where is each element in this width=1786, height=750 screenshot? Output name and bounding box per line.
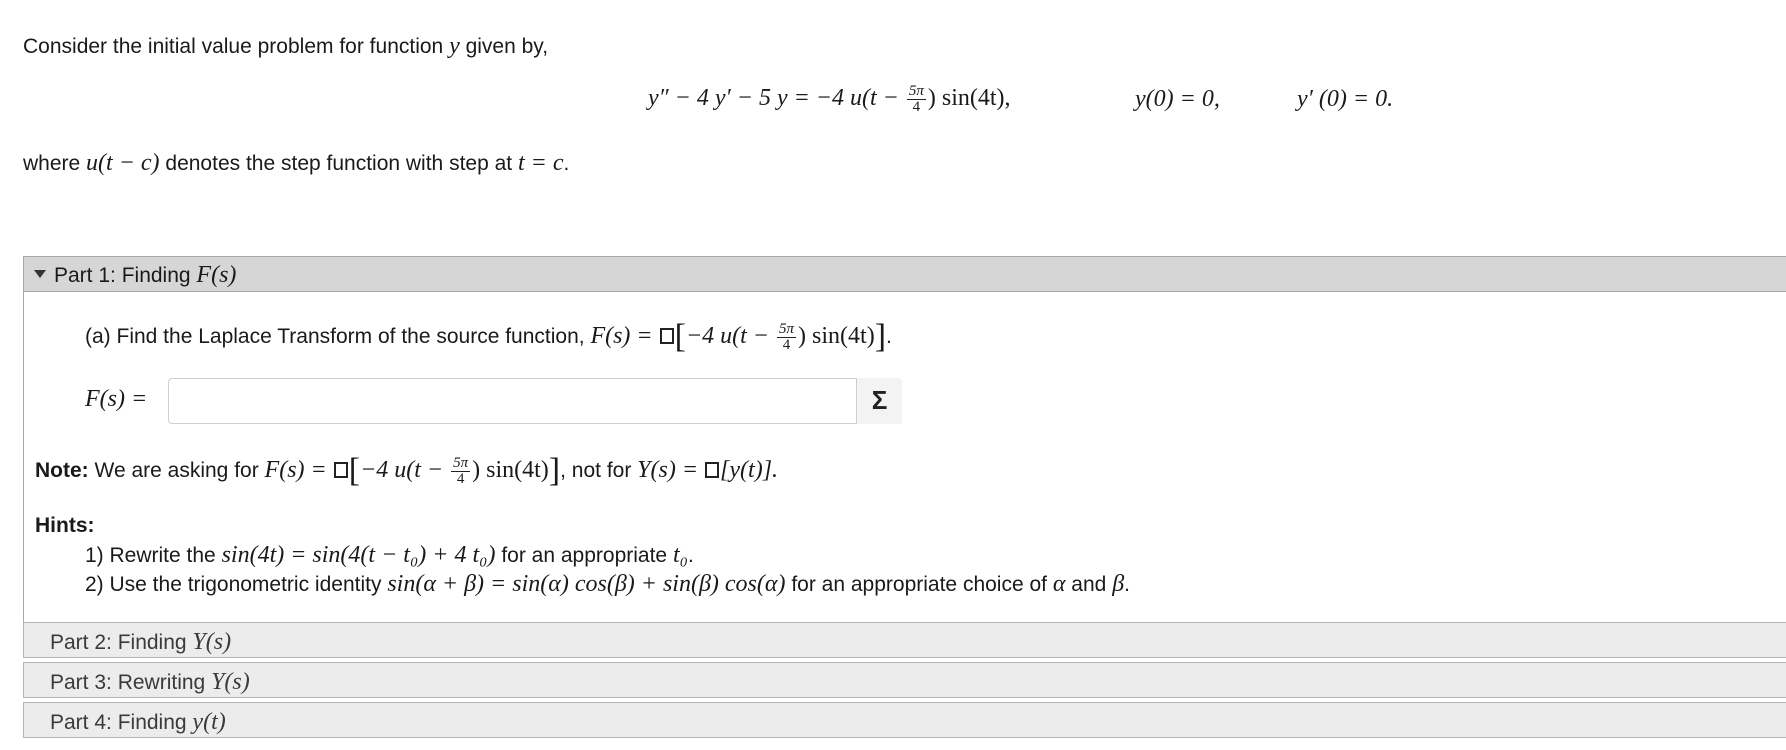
initial-condition-2: y′ (0) = 0. [1297, 86, 1394, 112]
hint-1: 1) Rewrite the sin(4t) = sin(4(t − t₀) + 4 t₀) for an appropriate t₀. [85, 542, 694, 568]
note-text: Note: We are asking for F(s) = [−4 u(t − $\frac{5\pi}{4}$ ) sin(4t)], not for Y(s) = [y(t)]. [35, 452, 779, 489]
ode-fraction: $\frac{5\pi}{4}$ [908, 83, 924, 115]
part2-header[interactable]: Part 2: Finding Y(s) [23, 622, 1786, 658]
question-a: (a) Find the Laplace Transform of the source function, F(s) = [−4 u(t − $\frac{5\pi}{4}$ ) sin(4t)]. [85, 318, 892, 355]
initial-condition-1: y(0) = 0, [1135, 86, 1220, 112]
intro-text: Consider the initial value problem for function y given by, [23, 33, 549, 59]
laplace-symbol-icon [660, 328, 674, 344]
hints-title: Hints: [35, 514, 95, 537]
hint-2: 2) Use the trigonometric identity sin(α + β) = sin(α) cos(β) + sin(β) cos(α) for an appropriate choice of α and β. [85, 571, 1130, 597]
step-function-note: where u(t − c) denotes the step function with step at t = c. [23, 150, 570, 176]
part4-header[interactable]: Part 4: Finding y(t) [23, 702, 1786, 738]
caret-down-icon[interactable] [34, 270, 46, 278]
input-label: F(s) = [85, 386, 148, 412]
equation-editor-button[interactable]: Σ [856, 378, 902, 424]
ode-equation: y″ − 4 y′ − 5 y = −4 u(t − $\frac{5\pi}{4}$ ) sin(4t), [648, 83, 1011, 115]
part3-header[interactable]: Part 3: Rewriting Y(s) [23, 662, 1786, 698]
answer-input[interactable] [168, 378, 902, 424]
part1-header[interactable]: Part 1: Finding F(s) [23, 256, 1786, 292]
